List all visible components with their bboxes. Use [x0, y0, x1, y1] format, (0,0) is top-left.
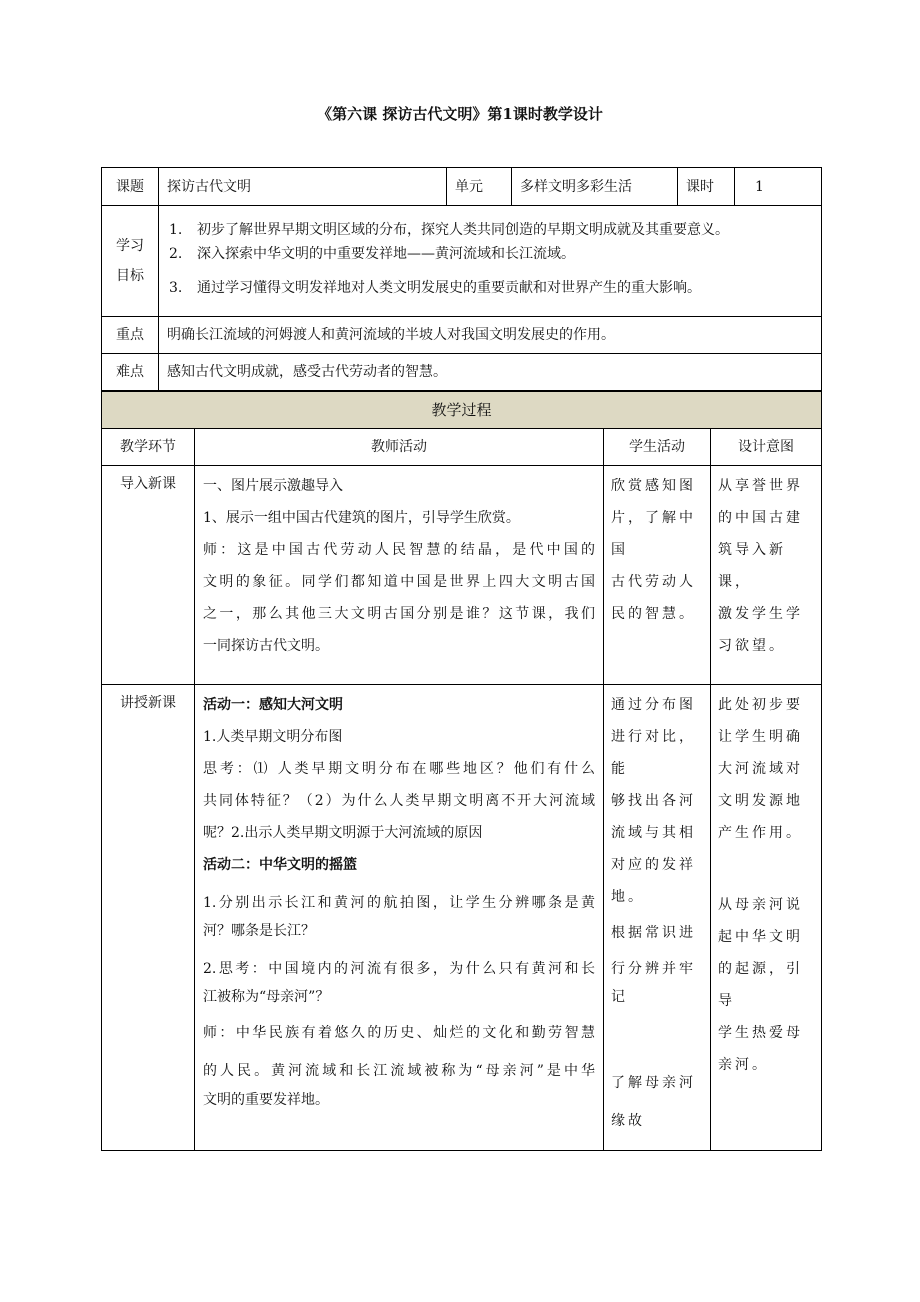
student-line: 记: [611, 989, 628, 1005]
unit-value: 多样文明多彩生活: [512, 168, 678, 206]
goals-label: [102, 206, 159, 317]
teacher-line: 活动二：中华文明的摇篮: [203, 857, 357, 873]
teacher-line: 河？哪条是长江？: [203, 923, 315, 939]
difficulty-label: 难点: [102, 354, 159, 391]
teacher-line: 的人民。黄河流域和长江流域被称为“母亲河”是中华: [203, 1063, 595, 1079]
header-stage: 教学环节: [102, 429, 195, 466]
teacher-line: 江被称为“母亲河”？: [203, 989, 330, 1005]
student-line: 地。: [611, 889, 645, 905]
teacher-line: 1、展示一组中国古代建筑的图片，引导学生欣赏。: [203, 510, 520, 526]
goal-number: 1.: [169, 222, 183, 238]
intent-line: 的中国古建: [718, 510, 803, 526]
topic-label: 课题: [102, 168, 159, 206]
student-line: 了解母亲河: [611, 1075, 696, 1091]
header-student: 学生活动: [604, 429, 711, 466]
student-line: 片，了解中国: [611, 510, 696, 558]
student-line: 古代劳动人: [611, 574, 696, 590]
student-line: 缘故: [611, 1113, 645, 1129]
goal-text: 初步了解世界早期文明区域的分布，探究人类共同创造的早期文明成就及其重要意义。: [197, 222, 729, 238]
topic-value: 探访古代文明: [159, 168, 447, 206]
teacher-line: 2.思考：中国境内的河流有很多，为什么只有黄河和长: [203, 961, 595, 977]
teacher-new-lesson: [195, 685, 604, 1151]
teacher-line: 文明的象征。同学们都知道中国是世界上四大文明古国: [203, 574, 595, 590]
teacher-line: 思考：⑴ 人类早期文明分布在哪些地区？他们有什么: [203, 761, 595, 777]
intent-line: 从享誉世界: [718, 478, 803, 494]
goals-cell: [159, 206, 822, 317]
intent-line: 学生热爱母: [718, 1025, 803, 1041]
period-value: 1: [735, 168, 822, 206]
teacher-intro: [195, 466, 604, 685]
student-line: 对应的发祥: [611, 857, 696, 873]
goals-label-line-1: 学习: [116, 238, 144, 254]
intent-line: 激发学生学: [718, 606, 803, 622]
key-label: 重点: [102, 317, 159, 354]
student-line: 行分辨并牢: [611, 961, 696, 977]
info-table: [101, 167, 822, 391]
teacher-line: 之一，那么其他三大文明古国分别是谁？这节课，我们: [203, 606, 595, 622]
intent-line: 从母亲河说: [718, 897, 803, 913]
intent-line: 筑导入新课，: [718, 542, 786, 590]
intent-line: 产生作用。: [718, 825, 803, 841]
intent-intro: [711, 466, 822, 685]
unit-label: 单元: [447, 168, 512, 206]
intent-new-lesson: [711, 685, 822, 1151]
intent-line: 让学生明确: [718, 729, 803, 745]
student-new-lesson: [604, 685, 711, 1151]
goal-item: [159, 220, 821, 244]
goal-number: 3.: [169, 280, 183, 296]
student-line: 根据常识进: [611, 925, 696, 941]
goals-label-line-2: 目标: [116, 268, 144, 284]
period-label: 课时: [678, 168, 735, 206]
intent-line: 的起源，引导: [718, 961, 803, 1009]
student-line: 欣赏感知图: [611, 478, 696, 494]
teacher-line: 1.人类早期文明分布图: [203, 729, 343, 745]
intent-line: 大河流域对: [718, 761, 803, 777]
intent-line: 亲河。: [718, 1057, 769, 1073]
process-table: [101, 391, 822, 1151]
goal-text: 通过学习懂得文明发祥地对人类文明发展史的重要贡献和对世界产生的重大影响。: [197, 280, 701, 296]
goal-item: [159, 278, 821, 298]
student-line: 进行对比，能: [611, 729, 696, 777]
teacher-line: 活动一：感知大河文明: [203, 697, 343, 713]
student-line: 流域与其相: [611, 825, 696, 841]
goal-text: 深入探索中华文明的中重要发祥地——黄河流域和长江流域。: [197, 246, 575, 262]
difficulty-value: 感知古代文明成就，感受古代劳动者的智慧。: [159, 354, 822, 391]
intent-line: 习欲望。: [718, 638, 786, 654]
teacher-line: 师：中华民族有着悠久的历史、灿烂的文化和勤劳智慧: [203, 1025, 595, 1041]
goal-number: 2.: [169, 246, 183, 262]
intent-line: 起中华文明: [718, 929, 803, 945]
process-band-title: 教学过程: [102, 392, 822, 429]
stage-new-lesson: 讲授新课: [102, 685, 195, 1151]
header-teacher: 教师活动: [195, 429, 604, 466]
page-title: 《第六课 探访古代文明》第1课时教学设计: [317, 105, 603, 123]
header-intent: 设计意图: [711, 429, 822, 466]
teacher-line: 1.分别出示长江和黄河的航拍图，让学生分辨哪条是黄: [203, 895, 595, 911]
intent-line: 此处初步要: [718, 697, 803, 713]
student-intro: [604, 466, 711, 685]
teacher-line: 一、图片展示激趣导入: [203, 478, 343, 494]
teacher-line: 文明的重要发祥地。: [203, 1092, 329, 1108]
teacher-line: 共同体特征？（2）为什么人类早期文明离不开大河流域: [203, 793, 595, 809]
teacher-line: 一同探访古代文明。: [203, 638, 329, 654]
goal-item: [159, 244, 821, 278]
student-line: 通过分布图: [611, 697, 696, 713]
intent-line: 文明发源地: [718, 793, 803, 809]
student-line: 民的智慧。: [611, 606, 696, 622]
teacher-line: 呢？2.出示人类早期文明源于大河流域的原因: [203, 825, 483, 841]
stage-intro: 导入新课: [102, 466, 195, 685]
student-line: 够找出各河: [611, 793, 696, 809]
key-value: 明确长江流域的河姆渡人和黄河流域的半坡人对我国文明发展史的作用。: [159, 317, 822, 354]
teacher-line: 师：这是中国古代劳动人民智慧的结晶，是代中国的: [203, 542, 595, 558]
